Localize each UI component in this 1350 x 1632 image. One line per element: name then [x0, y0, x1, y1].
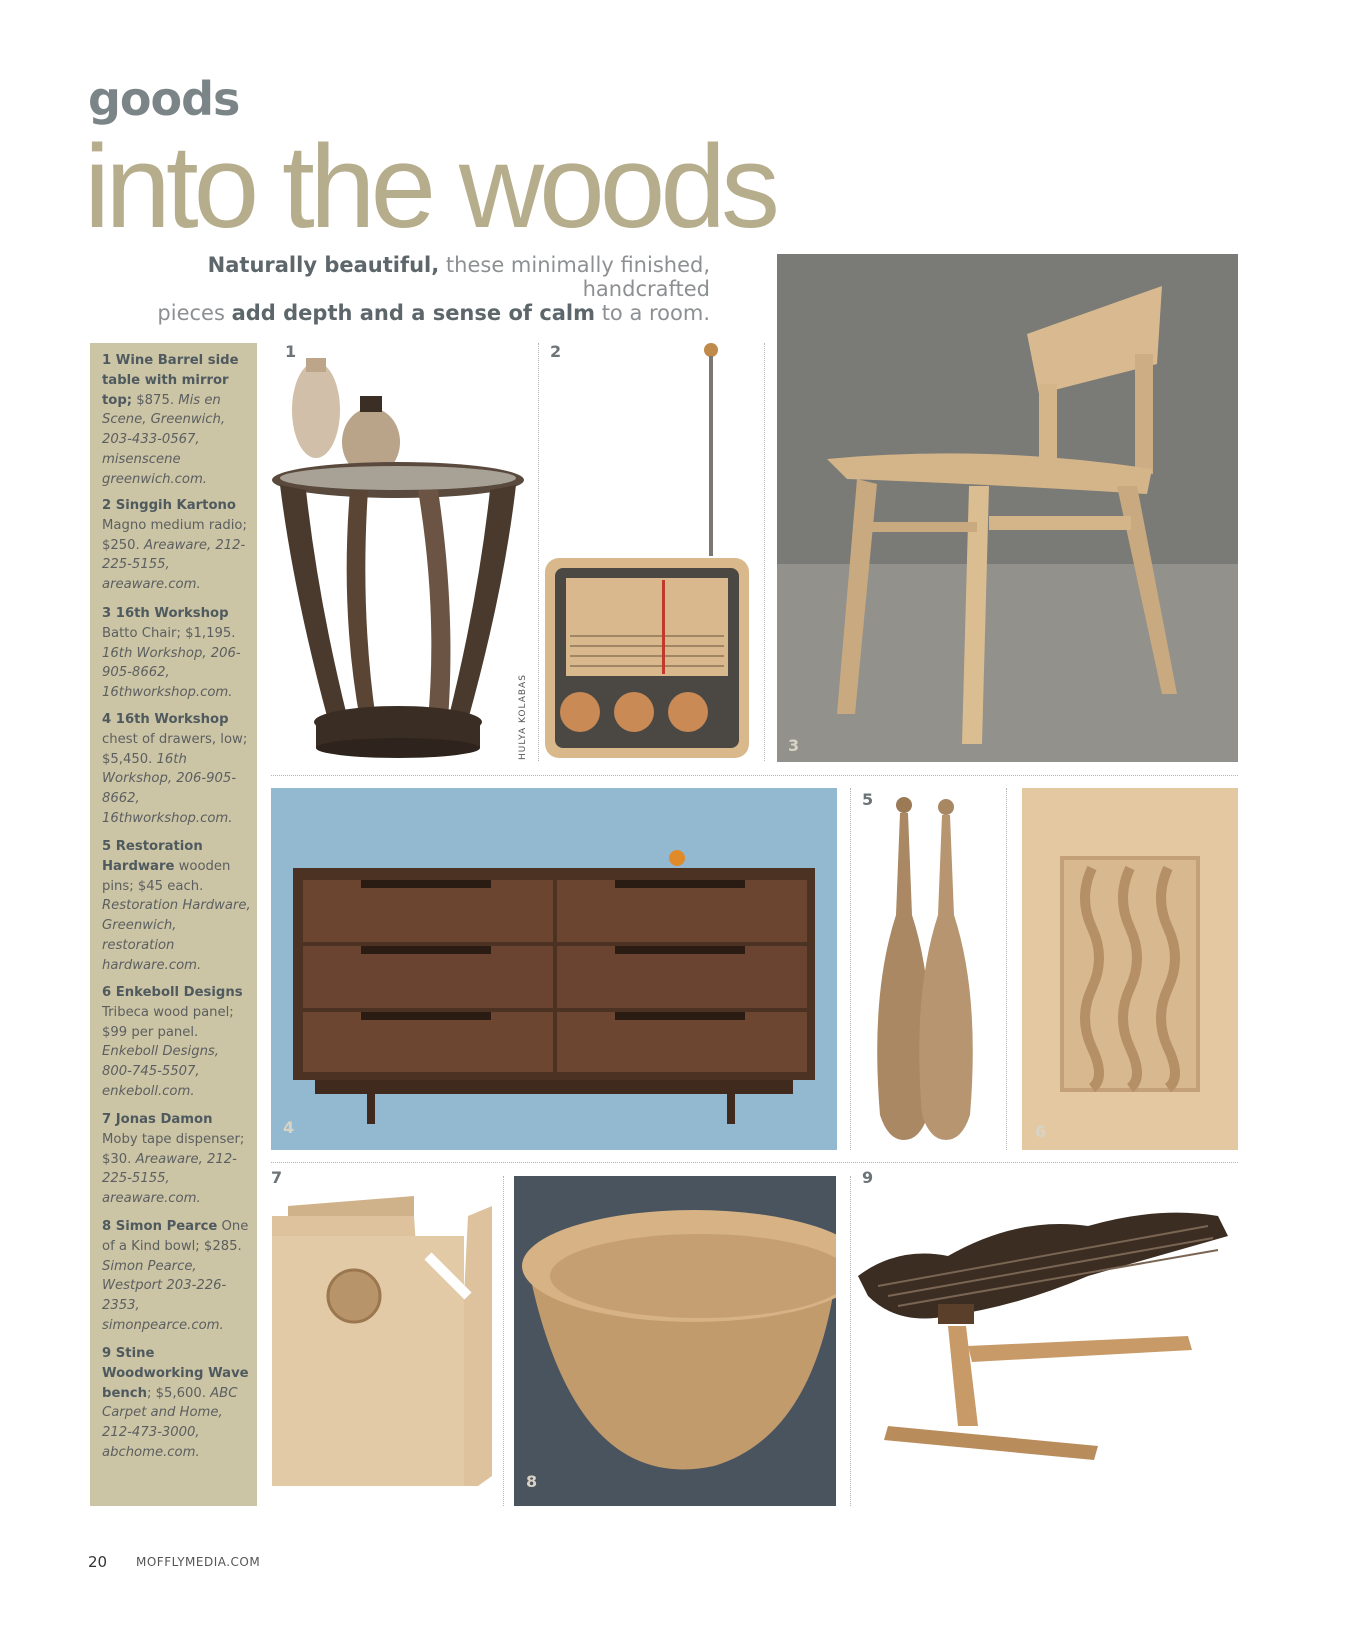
product-number-4: 4 [283, 1118, 295, 1137]
product-number-9: 9 [862, 1168, 874, 1187]
divider-v-2 [764, 343, 765, 761]
product-number-7: 7 [271, 1168, 283, 1187]
deck [120, 253, 710, 325]
deck-bold-2: add depth and a sense of calm [231, 301, 596, 325]
credit-item-5: 5 Restoration Hardware wooden pins; $45 each. Restoration Hardware, Greenwich, restoration hardware.com. [102, 839, 251, 973]
side-table-image [268, 350, 530, 762]
radio-image [540, 340, 760, 760]
product-number-1: 1 [285, 342, 297, 361]
credit-item-3: 3 16th Workshop Batto Chair; $1,195. 16th Workshop, 206-905-8662, 16thworkshop.com. [102, 606, 241, 701]
divider-row-2 [271, 1162, 1238, 1163]
divider-v-4 [1006, 788, 1007, 1150]
chair-image [777, 254, 1238, 762]
product-number-3: 3 [788, 736, 800, 755]
divider-v-6 [850, 1176, 851, 1506]
wooden-bowl-image [514, 1176, 836, 1506]
credit-item-9: 9 Stine Woodworking Wave bench; $5,600. ABC Carpet and Home, 212-473-3000, abchome.com. [102, 1346, 249, 1460]
product-number-5: 5 [862, 790, 874, 809]
credit-item-4: 4 16th Workshop chest of drawers, low; $5,450. 16th Workshop, 206-905-8662, 16thworkshop.com. [102, 712, 248, 826]
photo-credit: HULYA KOLABAS [518, 674, 528, 760]
credit-item-2: 2 Singgih Kartono Magno medium radio; $250. Areaware, 212-225-5155, areaware.com. [102, 498, 247, 593]
tape-dispenser-image [268, 1196, 498, 1496]
divider-v-3 [850, 788, 851, 1150]
publication-site: MOFFLYMEDIA.COM [136, 1555, 261, 1569]
divider-row-1 [271, 775, 1238, 776]
credit-item-6: 6 Enkeboll Designs Tribeca wood panel; $99 per panel. Enkeboll Designs, 800-745-5507, enkeboll.com. [102, 985, 243, 1099]
credit-item-1: 1 Wine Barrel side table with mirror top; $875. Mis en Scene, Greenwich, 203-433-0567, misenscene greenwich.com. [102, 353, 239, 487]
wood-panel-image [1022, 788, 1238, 1150]
wave-bench-image [858, 1196, 1256, 1496]
divider-v-5 [503, 1176, 504, 1506]
product-number-8: 8 [526, 1472, 538, 1491]
product-number-6: 6 [1035, 1122, 1047, 1141]
deck-text-3: to a room. [595, 301, 710, 325]
section-label: goods [88, 72, 240, 126]
headline: into the woods [84, 121, 775, 253]
deck-text-1: these minimally finished, handcrafted [439, 253, 710, 301]
chest-of-drawers-image [271, 788, 837, 1150]
deck-text-2: pieces [157, 301, 232, 325]
page-number: 20 [88, 1553, 108, 1571]
credits-sidebar [90, 343, 257, 1506]
credit-item-8: 8 Simon Pearce One of a Kind bowl; $285. Simon Pearce, Westport 203-226-2353, simonpearce.com. [102, 1219, 249, 1333]
wooden-pins-image [860, 795, 1000, 1155]
divider-v-1 [538, 343, 539, 761]
credit-item-7: 7 Jonas Damon Moby tape dispenser; $30. Areaware, 212-225-5155, areaware.com. [102, 1112, 245, 1207]
product-number-2: 2 [550, 342, 562, 361]
deck-bold-1: Naturally beautiful, [207, 253, 440, 277]
